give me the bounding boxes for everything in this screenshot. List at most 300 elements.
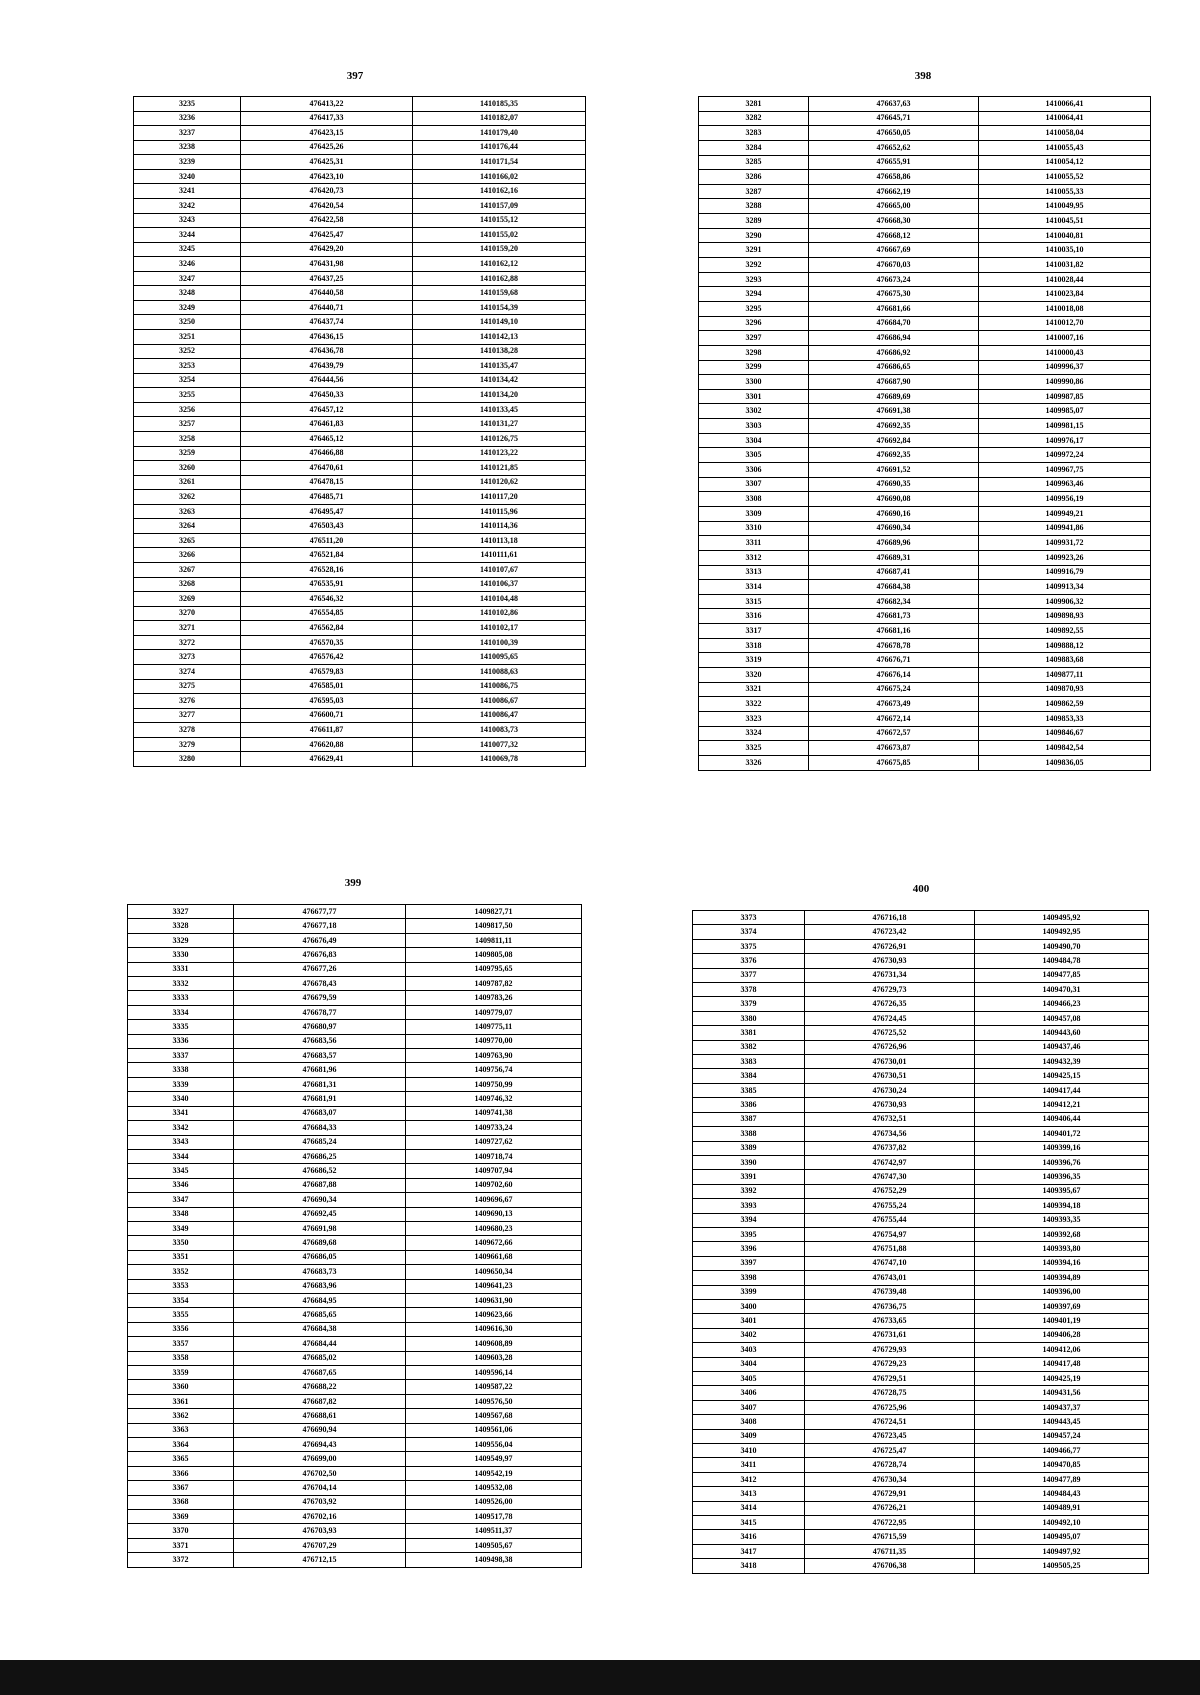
point-number-cell: 3336 (128, 1034, 234, 1048)
y-coordinate-cell: 1410113,18 (413, 533, 586, 548)
table-row (699, 287, 1151, 302)
table-row (693, 911, 1149, 925)
table-row (699, 170, 1151, 185)
y-coordinate-cell: 1409981,15 (979, 419, 1151, 434)
table-row (134, 402, 586, 417)
point-number-cell: 3235 (134, 97, 241, 112)
point-number-cell: 3397 (693, 1256, 805, 1270)
point-number-cell: 3255 (134, 388, 241, 403)
point-number-cell: 3345 (128, 1164, 234, 1178)
table-row (699, 565, 1151, 580)
x-coordinate-cell: 476673,49 (809, 697, 979, 712)
table-row (693, 1242, 1149, 1256)
x-coordinate-cell: 476690,35 (809, 477, 979, 492)
x-coordinate-cell: 476440,71 (241, 300, 413, 315)
y-coordinate-cell: 1409412,06 (975, 1343, 1149, 1357)
x-coordinate-cell: 476687,41 (809, 565, 979, 580)
x-coordinate-cell: 476725,96 (805, 1400, 975, 1414)
x-coordinate-cell: 476676,14 (809, 667, 979, 682)
table-row (134, 228, 586, 243)
y-coordinate-cell: 1409396,76 (975, 1155, 1149, 1169)
x-coordinate-cell: 476420,73 (241, 184, 413, 199)
y-coordinate-cell: 1410018,08 (979, 301, 1151, 316)
x-coordinate-cell: 476730,93 (805, 954, 975, 968)
y-coordinate-cell: 1409690,13 (406, 1207, 582, 1221)
table-row (128, 1106, 582, 1120)
x-coordinate-cell: 476425,26 (241, 140, 413, 155)
y-coordinate-cell: 1409532,08 (406, 1481, 582, 1495)
y-coordinate-cell: 1410104,48 (413, 592, 586, 607)
y-coordinate-cell: 1409470,85 (975, 1458, 1149, 1472)
point-number-cell: 3251 (134, 330, 241, 345)
point-number-cell: 3343 (128, 1135, 234, 1149)
x-coordinate-cell: 476679,59 (234, 991, 406, 1005)
point-number-cell: 3306 (699, 463, 809, 478)
table-row (699, 97, 1151, 112)
x-coordinate-cell: 476595,03 (241, 694, 413, 709)
point-number-cell: 3346 (128, 1178, 234, 1192)
y-coordinate-cell: 1410157,09 (413, 198, 586, 213)
table-row (699, 506, 1151, 521)
table-row (693, 1069, 1149, 1083)
point-number-cell: 3301 (699, 389, 809, 404)
x-coordinate-cell: 476725,52 (805, 1026, 975, 1040)
table-row (128, 1495, 582, 1509)
x-coordinate-cell: 476687,88 (234, 1178, 406, 1192)
point-number-cell: 3325 (699, 741, 809, 756)
point-number-cell: 3408 (693, 1415, 805, 1429)
x-coordinate-cell: 476683,56 (234, 1034, 406, 1048)
y-coordinate-cell: 1410102,17 (413, 621, 586, 636)
x-coordinate-cell: 476686,92 (809, 345, 979, 360)
point-number-cell: 3279 (134, 737, 241, 752)
y-coordinate-cell: 1409397,69 (975, 1299, 1149, 1313)
y-coordinate-cell: 1409795,65 (406, 962, 582, 976)
point-number-cell: 3276 (134, 694, 241, 709)
table-row (693, 1357, 1149, 1371)
table-row (699, 697, 1151, 712)
y-coordinate-cell: 1409650,34 (406, 1265, 582, 1279)
point-number-cell: 3404 (693, 1357, 805, 1371)
table-row (693, 1472, 1149, 1486)
table-row (128, 1034, 582, 1048)
table-row (693, 1372, 1149, 1386)
table-row (128, 1265, 582, 1279)
x-coordinate-cell: 476689,68 (234, 1236, 406, 1250)
table-row (693, 1530, 1149, 1544)
scan-bottom-edge (0, 1660, 1200, 1695)
point-number-cell: 3406 (693, 1386, 805, 1400)
table-row (134, 723, 586, 738)
y-coordinate-cell: 1409484,78 (975, 954, 1149, 968)
point-number-cell: 3247 (134, 271, 241, 286)
point-number-cell: 3258 (134, 431, 241, 446)
y-coordinate-cell: 1410155,02 (413, 228, 586, 243)
x-coordinate-cell: 476681,16 (809, 624, 979, 639)
point-number-cell: 3399 (693, 1285, 805, 1299)
y-coordinate-cell: 1409396,00 (975, 1285, 1149, 1299)
table-row (699, 682, 1151, 697)
x-coordinate-cell: 476637,63 (809, 97, 979, 112)
y-coordinate-cell: 1409853,33 (979, 711, 1151, 726)
point-number-cell: 3415 (693, 1516, 805, 1530)
table-row (128, 1452, 582, 1466)
y-coordinate-cell: 1410182,07 (413, 111, 586, 126)
x-coordinate-cell: 476535,91 (241, 577, 413, 592)
x-coordinate-cell: 476692,35 (809, 419, 979, 434)
y-coordinate-cell: 1409596,14 (406, 1366, 582, 1380)
x-coordinate-cell: 476681,96 (234, 1063, 406, 1077)
y-coordinate-cell: 1410086,75 (413, 679, 586, 694)
y-coordinate-cell: 1409603,28 (406, 1351, 582, 1365)
x-coordinate-cell: 476437,74 (241, 315, 413, 330)
x-coordinate-cell: 476687,82 (234, 1394, 406, 1408)
x-coordinate-cell: 476723,45 (805, 1429, 975, 1443)
point-number-cell: 3310 (699, 521, 809, 536)
x-coordinate-cell: 476690,16 (809, 506, 979, 521)
x-coordinate-cell: 476743,01 (805, 1271, 975, 1285)
y-coordinate-cell: 1410040,81 (979, 228, 1151, 243)
point-number-cell: 3288 (699, 199, 809, 214)
table-row (699, 463, 1151, 478)
point-number-cell: 3366 (128, 1466, 234, 1480)
point-number-cell: 3303 (699, 419, 809, 434)
x-coordinate-cell: 476629,41 (241, 752, 413, 767)
table-row (128, 1481, 582, 1495)
table-row (693, 983, 1149, 997)
point-number-cell: 3396 (693, 1242, 805, 1256)
point-number-cell: 3412 (693, 1472, 805, 1486)
point-number-cell: 3316 (699, 609, 809, 624)
y-coordinate-cell: 1410023,84 (979, 287, 1151, 302)
point-number-cell: 3249 (134, 300, 241, 315)
x-coordinate-cell: 476528,16 (241, 563, 413, 578)
x-coordinate-cell: 476724,51 (805, 1415, 975, 1429)
table-row (134, 198, 586, 213)
y-coordinate-cell: 1409892,55 (979, 624, 1151, 639)
x-coordinate-cell: 476730,34 (805, 1472, 975, 1486)
y-coordinate-cell: 1410138,28 (413, 344, 586, 359)
x-coordinate-cell: 476579,83 (241, 664, 413, 679)
y-coordinate-cell: 1409707,94 (406, 1164, 582, 1178)
table-row (134, 519, 586, 534)
table-row (699, 433, 1151, 448)
point-number-cell: 3236 (134, 111, 241, 126)
y-coordinate-cell: 1409718,74 (406, 1149, 582, 1163)
x-coordinate-cell: 476728,74 (805, 1458, 975, 1472)
x-coordinate-cell: 476521,84 (241, 548, 413, 563)
point-number-cell: 3383 (693, 1055, 805, 1069)
y-coordinate-cell: 1410120,62 (413, 475, 586, 490)
y-coordinate-cell: 1410134,42 (413, 373, 586, 388)
x-coordinate-cell: 476440,58 (241, 286, 413, 301)
y-coordinate-cell: 1409492,10 (975, 1516, 1149, 1530)
x-coordinate-cell: 476668,30 (809, 214, 979, 229)
table-row (699, 375, 1151, 390)
coords-table-400 (692, 910, 1149, 1574)
x-coordinate-cell: 476690,94 (234, 1423, 406, 1437)
point-number-cell: 3344 (128, 1149, 234, 1163)
y-coordinate-cell: 1409392,68 (975, 1227, 1149, 1241)
y-coordinate-cell: 1409425,19 (975, 1372, 1149, 1386)
point-number-cell: 3416 (693, 1530, 805, 1544)
table-row (128, 977, 582, 991)
table-row (128, 1063, 582, 1077)
y-coordinate-cell: 1409846,67 (979, 726, 1151, 741)
x-coordinate-cell: 476675,24 (809, 682, 979, 697)
point-number-cell: 3268 (134, 577, 241, 592)
table-row (693, 1227, 1149, 1241)
point-number-cell: 3275 (134, 679, 241, 694)
point-number-cell: 3363 (128, 1423, 234, 1437)
table-row (693, 1199, 1149, 1213)
point-number-cell: 3377 (693, 968, 805, 982)
point-number-cell: 3264 (134, 519, 241, 534)
y-coordinate-cell: 1410117,20 (413, 490, 586, 505)
y-coordinate-cell: 1409775,11 (406, 1020, 582, 1034)
x-coordinate-cell: 476478,15 (241, 475, 413, 490)
y-coordinate-cell: 1409877,11 (979, 667, 1151, 682)
table-row (693, 997, 1149, 1011)
y-coordinate-cell: 1410028,44 (979, 272, 1151, 287)
x-coordinate-cell: 476729,51 (805, 1372, 975, 1386)
y-coordinate-cell: 1410126,75 (413, 431, 586, 446)
point-number-cell: 3321 (699, 682, 809, 697)
point-number-cell: 3370 (128, 1524, 234, 1538)
y-coordinate-cell: 1409437,46 (975, 1040, 1149, 1054)
table-row (128, 1178, 582, 1192)
y-coordinate-cell: 1409870,93 (979, 682, 1151, 697)
point-number-cell: 3314 (699, 580, 809, 595)
x-coordinate-cell: 476730,24 (805, 1083, 975, 1097)
x-coordinate-cell: 476687,90 (809, 375, 979, 390)
y-coordinate-cell: 1409623,66 (406, 1308, 582, 1322)
table-row (128, 1135, 582, 1149)
point-number-cell: 3385 (693, 1083, 805, 1097)
y-coordinate-cell: 1409941,86 (979, 521, 1151, 536)
x-coordinate-cell: 476703,93 (234, 1524, 406, 1538)
y-coordinate-cell: 1410054,12 (979, 155, 1151, 170)
table-row (693, 1112, 1149, 1126)
table-row (699, 228, 1151, 243)
point-number-cell: 3340 (128, 1092, 234, 1106)
table-row (693, 1055, 1149, 1069)
y-coordinate-cell: 1409696,67 (406, 1193, 582, 1207)
y-coordinate-cell: 1409495,07 (975, 1530, 1149, 1544)
table-row (693, 1429, 1149, 1443)
x-coordinate-cell: 476686,94 (809, 331, 979, 346)
x-coordinate-cell: 476422,58 (241, 213, 413, 228)
point-number-cell: 3289 (699, 214, 809, 229)
y-coordinate-cell: 1410121,85 (413, 461, 586, 476)
y-coordinate-cell: 1410055,33 (979, 184, 1151, 199)
point-number-cell: 3319 (699, 653, 809, 668)
point-number-cell: 3320 (699, 667, 809, 682)
table-row (693, 1559, 1149, 1574)
x-coordinate-cell: 476680,97 (234, 1020, 406, 1034)
y-coordinate-cell: 1409394,18 (975, 1199, 1149, 1213)
table-row (693, 1271, 1149, 1285)
y-coordinate-cell: 1409470,31 (975, 983, 1149, 997)
x-coordinate-cell: 476729,23 (805, 1357, 975, 1371)
point-number-cell: 3312 (699, 550, 809, 565)
x-coordinate-cell: 476675,85 (809, 755, 979, 770)
y-coordinate-cell: 1409561,06 (406, 1423, 582, 1437)
x-coordinate-cell: 476662,19 (809, 184, 979, 199)
point-number-cell: 3317 (699, 624, 809, 639)
point-number-cell: 3382 (693, 1040, 805, 1054)
table-row (699, 667, 1151, 682)
table-row (699, 609, 1151, 624)
y-coordinate-cell: 1409466,77 (975, 1444, 1149, 1458)
table-row (134, 606, 586, 621)
y-coordinate-cell: 1409990,86 (979, 375, 1151, 390)
x-coordinate-cell: 476562,84 (241, 621, 413, 636)
point-number-cell: 3354 (128, 1293, 234, 1307)
y-coordinate-cell: 1409549,97 (406, 1452, 582, 1466)
y-coordinate-cell: 1410162,16 (413, 184, 586, 199)
table-row (134, 563, 586, 578)
table-row (693, 1285, 1149, 1299)
y-coordinate-cell: 1409972,24 (979, 448, 1151, 463)
point-number-cell: 3291 (699, 243, 809, 258)
x-coordinate-cell: 476686,25 (234, 1149, 406, 1163)
x-coordinate-cell: 476689,96 (809, 536, 979, 551)
y-coordinate-cell: 1409412,21 (975, 1098, 1149, 1112)
point-number-cell: 3245 (134, 242, 241, 257)
y-coordinate-cell: 1409608,89 (406, 1337, 582, 1351)
x-coordinate-cell: 476747,30 (805, 1170, 975, 1184)
y-coordinate-cell: 1409443,45 (975, 1415, 1149, 1429)
y-coordinate-cell: 1409862,59 (979, 697, 1151, 712)
x-coordinate-cell: 476689,31 (809, 550, 979, 565)
table-row (693, 1444, 1149, 1458)
table-row (134, 635, 586, 650)
table-row (128, 1164, 582, 1178)
y-coordinate-cell: 1409996,37 (979, 360, 1151, 375)
table-row (134, 388, 586, 403)
x-coordinate-cell: 476667,69 (809, 243, 979, 258)
y-coordinate-cell: 1410123,22 (413, 446, 586, 461)
x-coordinate-cell: 476684,95 (234, 1293, 406, 1307)
x-coordinate-cell: 476728,75 (805, 1386, 975, 1400)
x-coordinate-cell: 476731,34 (805, 968, 975, 982)
point-number-cell: 3389 (693, 1141, 805, 1155)
table-row (134, 446, 586, 461)
table-row (693, 1386, 1149, 1400)
point-number-cell: 3259 (134, 446, 241, 461)
point-number-cell: 3307 (699, 477, 809, 492)
table-row (693, 1343, 1149, 1357)
table-row (693, 1544, 1149, 1558)
table-row (693, 1256, 1149, 1270)
x-coordinate-cell: 476461,83 (241, 417, 413, 432)
point-number-cell: 3285 (699, 155, 809, 170)
point-number-cell: 3374 (693, 925, 805, 939)
x-coordinate-cell: 476600,71 (241, 708, 413, 723)
y-coordinate-cell: 1409883,68 (979, 653, 1151, 668)
table-row (699, 536, 1151, 551)
table-row (699, 755, 1151, 770)
point-number-cell: 3411 (693, 1458, 805, 1472)
point-number-cell: 3388 (693, 1127, 805, 1141)
table-row (128, 905, 582, 919)
table-row (693, 1083, 1149, 1097)
y-coordinate-cell: 1409741,38 (406, 1106, 582, 1120)
x-coordinate-cell: 476712,15 (234, 1553, 406, 1568)
point-number-cell: 3300 (699, 375, 809, 390)
table-row (134, 694, 586, 709)
y-coordinate-cell: 1409477,89 (975, 1472, 1149, 1486)
x-coordinate-cell: 476681,31 (234, 1077, 406, 1091)
point-number-cell: 3371 (128, 1538, 234, 1552)
point-number-cell: 3278 (134, 723, 241, 738)
y-coordinate-cell: 1409963,46 (979, 477, 1151, 492)
x-coordinate-cell: 476431,98 (241, 257, 413, 272)
point-number-cell: 3347 (128, 1193, 234, 1207)
table-row (693, 1127, 1149, 1141)
y-coordinate-cell: 1410142,13 (413, 330, 586, 345)
x-coordinate-cell: 476485,71 (241, 490, 413, 505)
x-coordinate-cell: 476729,91 (805, 1487, 975, 1501)
table-row (699, 258, 1151, 273)
y-coordinate-cell: 1409702,60 (406, 1178, 582, 1192)
y-coordinate-cell: 1410115,96 (413, 504, 586, 519)
table-row (134, 126, 586, 141)
point-number-cell: 3360 (128, 1380, 234, 1394)
y-coordinate-cell: 1410086,67 (413, 694, 586, 709)
point-number-cell: 3315 (699, 594, 809, 609)
x-coordinate-cell: 476747,10 (805, 1256, 975, 1270)
x-coordinate-cell: 476437,25 (241, 271, 413, 286)
y-coordinate-cell: 1410134,20 (413, 388, 586, 403)
table-row (128, 1293, 582, 1307)
point-number-cell: 3241 (134, 184, 241, 199)
point-number-cell: 3248 (134, 286, 241, 301)
point-number-cell: 3265 (134, 533, 241, 548)
table-row (134, 577, 586, 592)
y-coordinate-cell: 1409498,38 (406, 1553, 582, 1568)
y-coordinate-cell: 1409511,37 (406, 1524, 582, 1538)
x-coordinate-cell: 476691,38 (809, 404, 979, 419)
point-number-cell: 3403 (693, 1343, 805, 1357)
point-number-cell: 3358 (128, 1351, 234, 1365)
table-row (134, 169, 586, 184)
point-number-cell: 3407 (693, 1400, 805, 1414)
point-number-cell: 3243 (134, 213, 241, 228)
x-coordinate-cell: 476676,83 (234, 948, 406, 962)
y-coordinate-cell: 1409425,15 (975, 1069, 1149, 1083)
point-number-cell: 3417 (693, 1544, 805, 1558)
x-coordinate-cell: 476676,49 (234, 933, 406, 947)
point-number-cell: 3352 (128, 1265, 234, 1279)
y-coordinate-cell: 1409526,00 (406, 1495, 582, 1509)
table-row (693, 1487, 1149, 1501)
point-number-cell: 3304 (699, 433, 809, 448)
y-coordinate-cell: 1410012,70 (979, 316, 1151, 331)
y-coordinate-cell: 1409888,12 (979, 638, 1151, 653)
y-coordinate-cell: 1409956,19 (979, 492, 1151, 507)
table-row (128, 1438, 582, 1452)
x-coordinate-cell: 476723,42 (805, 925, 975, 939)
point-number-cell: 3242 (134, 198, 241, 213)
y-coordinate-cell: 1410058,04 (979, 126, 1151, 141)
table-row (134, 621, 586, 636)
table-row (128, 1524, 582, 1538)
y-coordinate-cell: 1409443,60 (975, 1026, 1149, 1040)
y-coordinate-cell: 1409727,62 (406, 1135, 582, 1149)
point-number-cell: 3292 (699, 258, 809, 273)
